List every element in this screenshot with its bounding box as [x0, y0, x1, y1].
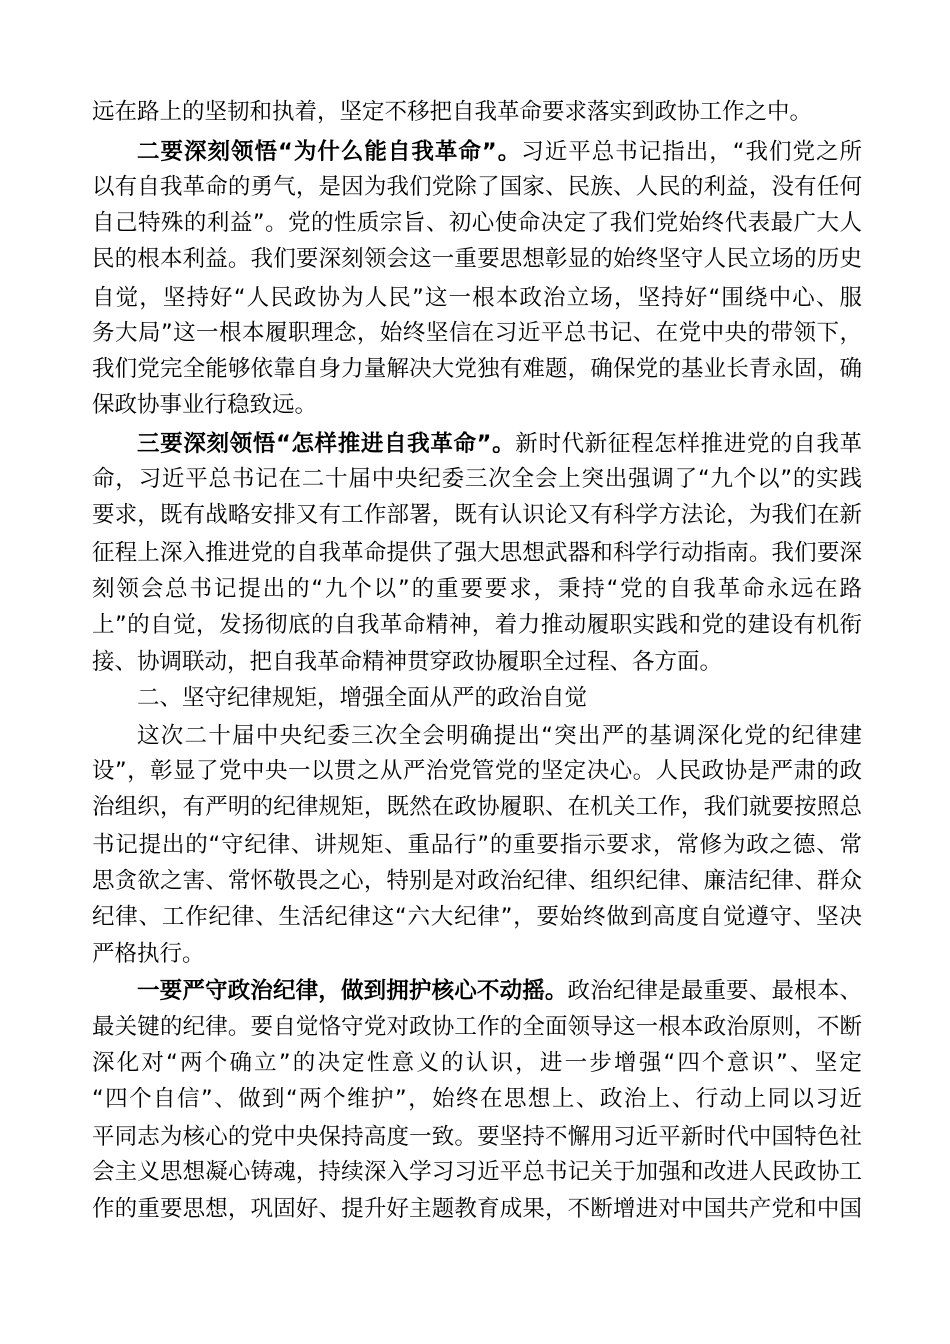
text-line: 民的根本利益。我们要深刻领会这一重要思想彰显的始终坚守人民立场的历史 — [92, 246, 862, 272]
section-heading: 二要深刻领悟“为什么能自我革命”。 — [137, 139, 522, 165]
text-line: 设”，彰显了党中央一以贯之从严治党管党的坚定决心。人民政协是严肃的政 — [92, 758, 862, 784]
text-line: 治组织，有严明的纪律规矩，既然在政协履职、在机关工作，我们就要按照总 — [92, 794, 862, 820]
text-line: 自己特殊的利益”。党的性质宗旨、初心使命决定了我们党始终代表最广大人 — [92, 210, 862, 236]
text-line: 平同志为核心的党中央保持高度一致。要坚持不懈用习近平新时代中国特色社 — [92, 1124, 862, 1150]
text-line: 务大局”这一根本履职理念，始终坚信在习近平总书记、在党中央的带领下， — [92, 320, 862, 346]
text-line — [137, 976, 862, 1006]
text-line: 深化对“两个确立”的决定性意义的认识，进一步增强“四个意识”、坚定 — [92, 1050, 862, 1076]
text-line: 这次二十届中央纪委三次全会明确提出“突出严的基调深化党的纪律建 — [137, 723, 862, 749]
text-line: 严格执行。 — [92, 941, 205, 967]
text-line: “四个自信”、做到“两个维护”，始终在思想上、政治上、行动上同以习近 — [92, 1086, 862, 1112]
text-line: 最关键的纪律。要自觉恪守党对政协工作的全面领导这一根本政治原则，不断 — [92, 1014, 862, 1040]
text-line: 远在路上的坚韧和执着，坚定不移把自我革命要求落实到政协工作之中。 — [92, 99, 813, 125]
text-line: 征程上深入推进党的自我革命提供了强大思想武器和科学行动指南。我们要深 — [92, 540, 862, 566]
section-heading: 二、坚守纪律规矩，增强全面从严的政治自觉 — [137, 685, 588, 711]
text-line: 刻领会总书记提出的“九个以”的重要要求，秉持“党的自我革命永远在路 — [92, 576, 862, 602]
text-line: 会主义思想凝心铸魂，持续深入学习习近平总书记关于加强和改进人民政协工 — [92, 1159, 862, 1185]
text-line: 保政协事业行稳致远。 — [92, 392, 318, 418]
text-line: 命，习近平总书记在二十届中央纪委三次全会上突出强调了“九个以”的实践 — [92, 466, 862, 492]
text-line: 以有自我革命的勇气，是因为我们党除了国家、民族、人民的利益，没有任何 — [92, 174, 862, 200]
text-line: 思贪欲之害、常怀敬畏之心，特别是对政治纪律、组织纪律、廉洁纪律、群众 — [92, 868, 862, 894]
section-heading: 一要严守政治纪律，做到拥护核心不动摇。 — [137, 978, 568, 1004]
text-line: 接、协调联动，把自我革命精神贯穿政协履职全过程、各方面。 — [92, 649, 723, 675]
text-line: 上”的自觉，发扬彻底的自我革命精神，着力推动履职实践和党的建设有机衔 — [92, 612, 862, 638]
text-line: 书记提出的“守纪律、讲规矩、重品行”的重要指示要求，常修为政之德、常 — [92, 832, 862, 858]
text-line: 自觉，坚持好“人民政协为人民”这一根本政治立场，坚持好“围绕中心、服 — [92, 285, 862, 311]
text-run: 政治纪律是最重要、最根本、 — [567, 978, 862, 1004]
text-line: 作的重要思想，巩固好、提升好主题教育成果，不断增进对中国共产党和中国 — [92, 1196, 862, 1222]
section-heading: 三要深刻领悟“怎样推进自我革命”。 — [137, 431, 516, 457]
text-run: 习近平总书记指出，“我们党之所 — [521, 139, 862, 165]
text-line — [137, 429, 862, 459]
text-line: 纪律、工作纪律、生活纪律这“六大纪律”，要始终做到高度自觉遵守、坚决 — [92, 904, 862, 930]
text-run: 新时代新征程怎样推进党的自我革 — [515, 431, 862, 457]
text-line: 我们党完全能够依靠自身力量解决大党独有难题，确保党的基业长青永固，确 — [92, 356, 862, 382]
text-line: 要求，既有战略安排又有工作部署，既有认识论又有科学方法论，为我们在新 — [92, 502, 862, 528]
text-line — [137, 137, 862, 167]
